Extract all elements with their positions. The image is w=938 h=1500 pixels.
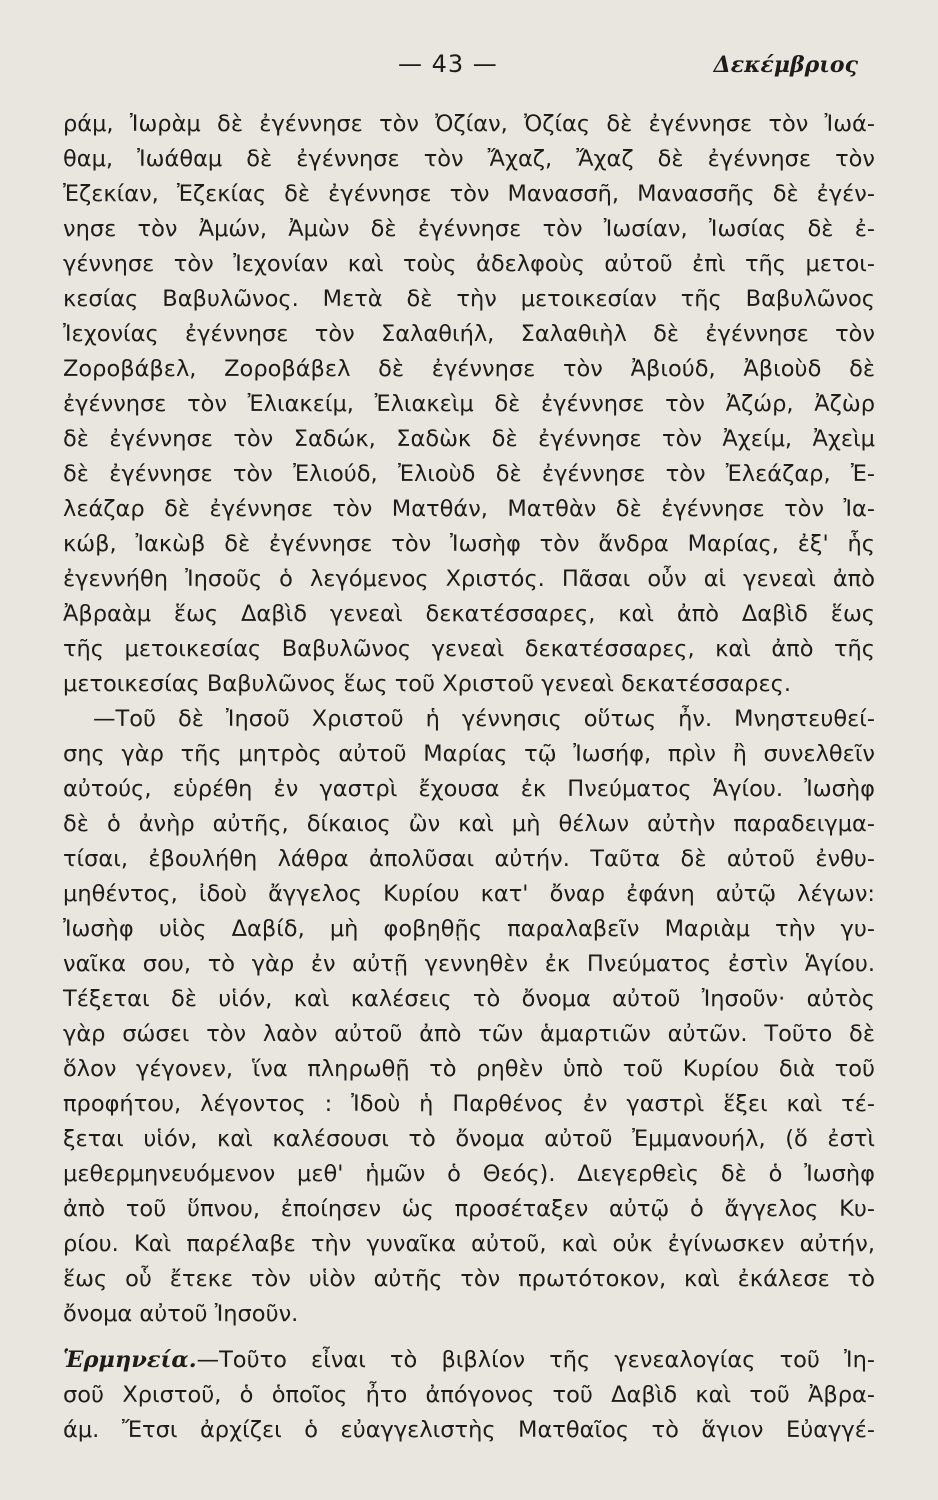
text-line: κώβ, Ἰακὼβ δὲ ἐγέννησε τὸν Ἰωσὴφ τὸν ἄνδρα Μαρίας, ἐξ' ἧς <box>63 531 875 557</box>
text-line: Ζοροβάβελ, Ζοροβάβελ δὲ ἐγέννησε τὸν Ἀβιούδ, Ἀβιοὺδ δὲ <box>63 356 875 382</box>
text-line: νησε τὸν Ἀμών, Ἀμὼν δὲ ἐγέννησε τὸν Ἰωσίαν, Ἰωσίας δὲ ἐ- <box>63 216 875 242</box>
text-line: ράμ, Ἰωρὰμ δὲ ἐγέννησε τὸν Ὀζίαν, Ὀζίας δὲ ἐγέννησε τὸν Ἰωά- <box>63 111 875 137</box>
body-text <box>63 107 875 1448</box>
text-line: τῆς μετοικεσίας Βαβυλῶνος γενεαὶ δεκατέσσαρες, καὶ ἀπὸ τῆς <box>63 636 875 662</box>
text-line: δὲ ἐγέννησε τὸν Σαδώκ, Σαδὼκ δὲ ἐγέννησε τὸν Ἀχείμ, Ἀχεὶμ <box>63 426 875 452</box>
text-line: δὲ ἐγέννησε τὸν Ἐλιούδ, Ἐλιοὺδ δὲ ἐγέννησε τὸν Ἐλεάζαρ, Ἐ- <box>63 461 875 487</box>
text-line: μεθερμηνευόμενον μεθ' ἡμῶν ὁ Θεός). Διεγερθεὶς δὲ ὁ Ἰωσὴφ <box>63 1161 875 1187</box>
text-line: ἐγεννήθη Ἰησοῦς ὁ λεγόμενος Χριστός. Πᾶσαι οὖν αἱ γενεαὶ ἀπὸ <box>63 566 875 592</box>
page-number: — 43 — <box>398 50 498 78</box>
text-line: σοῦ Χριστοῦ, ὁ ὁποῖος ἦτο ἀπόγονος τοῦ Δαβὶδ καὶ τοῦ Ἀβρα- <box>63 1382 875 1408</box>
text-line: άμ. Ἔτσι ἀρχίζει ὁ εὐαγγελιστὴς Ματθαῖος τὸ ἅγιον Εὐαγγέ- <box>63 1417 875 1443</box>
text-line: σης γὰρ τῆς μητρὸς αὐτοῦ Μαρίας τῷ Ἰωσήφ, πρὶν ἢ συνελθεῖν <box>63 741 875 767</box>
page-header <box>0 50 938 90</box>
text-line: τίσαι, ἐβουλήθη λάθρα ἀπολῦσαι αὐτήν. Ταῦτα δὲ αὐτοῦ ἐνθυ- <box>63 846 875 872</box>
text-line: Ἰωσὴφ υἱὸς Δαβίδ, μὴ φοβηθῇς παραλαβεῖν Μαριὰμ τὴν γυ- <box>63 916 875 942</box>
text-line: ἐγέννησε τὸν Ἐλιακείμ, Ἐλιακεὶμ δὲ ἐγέννησε τὸν Ἀζώρ, Ἀζὼρ <box>63 391 875 417</box>
interpretation-label: Ἑρμηνεία. <box>63 1347 197 1373</box>
text-line: Τέξεται δὲ υἱόν, καὶ καλέσεις τὸ ὄνομα αὐτοῦ Ἰησοῦν· αὐτὸς <box>63 986 875 1012</box>
text-line: ὅλον γέγονεν, ἵνα πληρωθῇ τὸ ρηθὲν ὑπὸ τοῦ Κυρίου διὰ τοῦ <box>63 1056 875 1082</box>
text-line: —Τοῦ δὲ Ἰησοῦ Χριστοῦ ἡ γέννησις οὕτως ἦν. Μνηστευθεί- <box>93 706 875 732</box>
text-line: προφήτου, λέγοντος : Ἰδοὺ ἡ Παρθένος ἐν γαστρὶ ἕξει καὶ τέ- <box>63 1091 875 1117</box>
interpretation-first-line-text: —Τοῦτο εἶναι τὸ βιβλίον τῆς γενεαλογίας τοῦ Ἰη- <box>196 1347 875 1373</box>
text-line: ρίου. Καὶ παρέλαβε τὴν γυναῖκα αὐτοῦ, καὶ οὐκ ἐγίνωσκεν αὐτήν, <box>63 1231 875 1257</box>
interpretation-first-line <box>63 1343 875 1378</box>
text-line: θαμ, Ἰωάθαμ δὲ ἐγέννησε τὸν Ἄχαζ, Ἄχαζ δὲ ἐγέννησε τὸν <box>63 146 875 172</box>
text-line: μετοικεσίας Βαβυλῶνος ἕως τοῦ Χριστοῦ γενεαὶ δεκατέσσαρες. <box>63 671 791 697</box>
text-line: ὄνομα αὐτοῦ Ἰησοῦν. <box>63 1301 299 1327</box>
text-line: ναῖκα σου, τὸ γὰρ ἐν αὐτῇ γεννηθὲν ἐκ Πνεύματος ἐστὶν Ἁγίου. <box>63 951 875 977</box>
text-line: ξεται υἱόν, καὶ καλέσουσι τὸ ὄνομα αὐτοῦ Ἐμμανουήλ, (ὅ ἐστὶ <box>63 1126 875 1152</box>
text-line: Ἀβραὰμ ἕως Δαβὶδ γενεαὶ δεκατέσσαρες, καὶ ἀπὸ Δαβὶδ ἕως <box>63 601 875 627</box>
text-line: γέννησε τὸν Ἰεχονίαν καὶ τοὺς ἀδελφοὺς αὐτοῦ ἐπὶ τῆς μετοι- <box>63 251 875 277</box>
text-line: Ἐζεκίαν, Ἐζεκίας δὲ ἐγέννησε τὸν Μανασσῆ, Μανασσῆς δὲ ἐγέν- <box>63 181 875 207</box>
running-head: Δεκέμβριος <box>713 52 858 78</box>
text-line: λεάζαρ δὲ ἐγέννησε τὸν Ματθάν, Ματθὰν δὲ ἐγέννησε τὸν Ἰα- <box>63 496 875 522</box>
text-line: κεσίας Βαβυλῶνος. Μετὰ δὲ τὴν μετοικεσίαν τῆς Βαβυλῶνος <box>63 286 875 312</box>
text-line: γὰρ σώσει τὸν λαὸν αὐτοῦ ἀπὸ τῶν ἁμαρτιῶν αὐτῶν. Τοῦτο δὲ <box>63 1021 875 1047</box>
text-line: αὐτούς, εὑρέθη ἐν γαστρὶ ἔχουσα ἐκ Πνεύματος Ἁγίου. Ἰωσὴφ <box>63 776 875 802</box>
text-line: ἀπὸ τοῦ ὕπνου, ἐποίησεν ὡς προσέταξεν αὐτῷ ὁ ἄγγελος Κυ- <box>63 1196 875 1222</box>
text-line: ἕως οὗ ἔτεκε τὸν υἱὸν αὐτῆς τὸν πρωτότοκον, καὶ ἐκάλεσε τὸ <box>63 1266 875 1292</box>
text-line: μηθέντος, ἰδοὺ ἄγγελος Κυρίου κατ' ὄναρ ἐφάνη αὐτῷ λέγων: <box>63 881 875 907</box>
text-line: Ἰεχονίας ἐγέννησε τὸν Σαλαθιήλ, Σαλαθιὴλ δὲ ἐγέννησε τὸν <box>63 321 875 347</box>
text-line: δὲ ὁ ἀνὴρ αὐτῆς, δίκαιος ὢν καὶ μὴ θέλων αὐτὴν παραδειγμα- <box>63 811 875 837</box>
paragraph-gap <box>63 1332 875 1343</box>
